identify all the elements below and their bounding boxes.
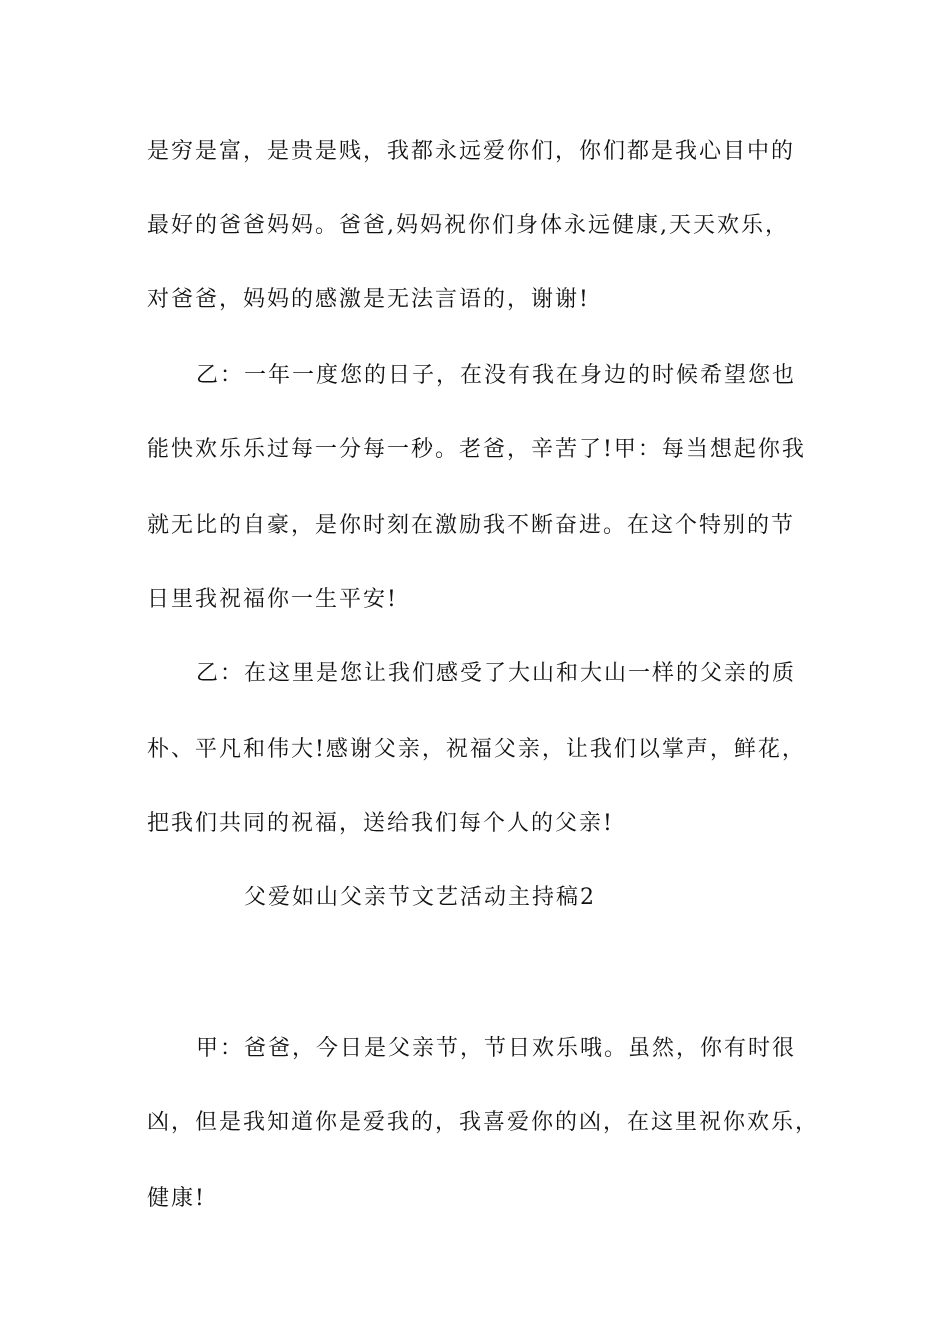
paragraph-line: 就无比的自豪，是你时刻在激励我不断奋进。在这个特别的节 [147,513,796,538]
paragraph-line: 健康! [147,1186,206,1211]
paragraph-line: 日里我祝福你一生平安! [147,587,398,612]
paragraph-line: 乙：一年一度您的日子，在没有我在身边的时候希望您也 [196,363,797,388]
paragraph-line: 是穷是富，是贵是贱，我都永远爱你们，你们都是我心目中的 [147,139,796,164]
paragraph-line: 朴、平凡和伟大!感谢父亲，祝福父亲，让我们以掌声，鲜花， [147,737,806,762]
paragraph-line: 凶，但是我知道你是爱我的，我喜爱你的凶，在这里祝你欢乐， [147,1110,820,1135]
paragraph-line: 乙：在这里是您让我们感受了大山和大山一样的父亲的质 [196,661,797,686]
paragraph-line: 对爸爸，妈妈的感激是无法言语的，谢谢! [147,287,590,312]
paragraph-line: 最好的爸爸妈妈。爸爸,妈妈祝你们身体永远健康,天天欢乐， [147,213,789,238]
section-heading: 父爱如山父亲节文艺活动主持稿2 [244,885,596,910]
paragraph-line: 甲：爸爸，今日是父亲节，节日欢乐哦。虽然，你有时很 [196,1036,797,1061]
paragraph-line: 把我们共同的祝福，送给我们每个人的父亲! [147,811,614,836]
paragraph-line: 能快欢乐乐过每一分每一秒。老爸，辛苦了!甲：每当想起你我 [147,437,806,462]
